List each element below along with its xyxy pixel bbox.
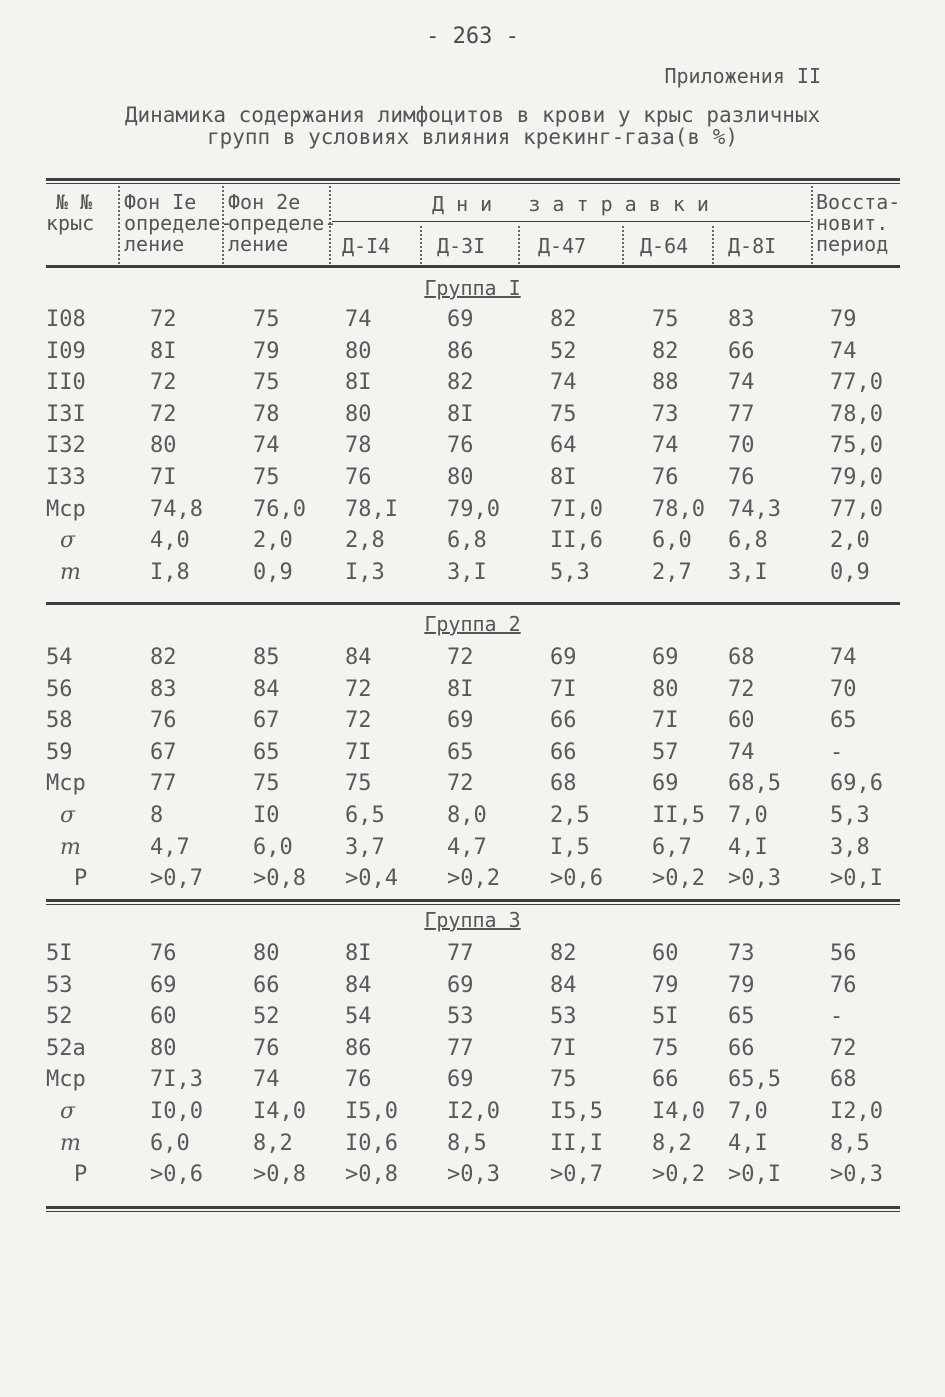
row-label: I08 — [46, 307, 86, 332]
table-cell: 6,8 — [728, 528, 768, 554]
table-cell: 79,0 — [830, 465, 883, 490]
table-cell: >0,7 — [150, 866, 203, 892]
table-cell: 6,0 — [253, 834, 293, 860]
table-cell: 78 — [345, 433, 372, 459]
header-day-64: Д-64 — [640, 234, 689, 258]
table-cell: 5,3 — [830, 803, 870, 828]
table-cell: 69 — [447, 307, 474, 332]
table-cell: 85 — [253, 645, 280, 670]
group-divider — [46, 899, 900, 902]
table-cell: 72 — [345, 708, 372, 734]
table-cell: 66 — [253, 972, 280, 998]
header-sep — [622, 226, 624, 264]
table-cell: 66 — [550, 708, 577, 734]
table-cell: 79 — [830, 307, 857, 332]
page-number: - 263 - — [426, 24, 519, 49]
table-cell: 65 — [830, 708, 857, 734]
table-cell: 53 — [447, 1004, 474, 1030]
table-cell: 7I — [550, 1035, 577, 1061]
table-cell: 86 — [447, 338, 474, 364]
table-cell: 74 — [345, 307, 372, 332]
table-cell: 6,0 — [652, 528, 692, 554]
table-cell: I,3 — [345, 559, 385, 585]
table-cell: 76 — [728, 465, 755, 490]
table-cell: 70 — [728, 433, 755, 459]
table-cell: 75 — [550, 1067, 577, 1093]
table-cell: 2,0 — [830, 528, 870, 554]
table-cell: 76 — [345, 465, 372, 490]
table-cell: 80 — [345, 401, 372, 427]
table-cell: 72 — [447, 771, 474, 797]
table-cell: 79,0 — [447, 496, 500, 522]
table-cell: 74,3 — [728, 496, 781, 522]
table-cell: 8,2 — [253, 1130, 293, 1156]
header-text: новит. — [816, 211, 889, 235]
table-cell: >0,I — [728, 1162, 781, 1188]
table-cell: II,5 — [652, 803, 705, 828]
group-divider — [46, 904, 900, 905]
table-row — [0, 494, 945, 526]
table-cell: 75 — [652, 307, 679, 332]
table-cell: 80 — [447, 465, 474, 490]
table-bottom-rule — [46, 1206, 900, 1209]
table-cell: 73 — [652, 401, 679, 427]
table-cell: >0,7 — [550, 1162, 603, 1188]
table-cell: 82 — [550, 307, 577, 332]
table-row — [0, 938, 945, 970]
table-cell: 74 — [652, 433, 679, 459]
table-cell: - — [830, 739, 844, 765]
header-text: крыс — [46, 211, 95, 235]
header-text: ление — [124, 232, 185, 256]
table-cell: 5I — [652, 1004, 679, 1030]
table-cell: 75,0 — [830, 433, 883, 459]
group-title-text: Группа 3 — [424, 908, 521, 932]
row-label: 58 — [46, 708, 73, 734]
group-title-text: Группа I — [424, 276, 521, 300]
table-row — [0, 737, 945, 769]
table-cell: 72 — [830, 1035, 857, 1061]
row-label: m — [60, 834, 81, 860]
row-label: 54 — [46, 645, 73, 670]
table-cell: 7I — [652, 708, 679, 734]
table-cell: 88 — [652, 370, 679, 396]
row-label: P — [74, 866, 88, 892]
title-line-2: групп в условиях влияния крекинг-газа(в %) — [206, 125, 738, 149]
table-cell: 7,0 — [728, 1099, 768, 1124]
table-cell: 75 — [652, 1035, 679, 1061]
table-cell: 69 — [447, 972, 474, 998]
table-cell: 3,I — [728, 559, 768, 585]
days-underline — [332, 221, 810, 222]
table-cell: >0,4 — [345, 866, 398, 892]
header-sep — [518, 226, 520, 264]
table-row — [0, 705, 945, 737]
table-cell: 4,7 — [447, 834, 487, 860]
header-text: период — [816, 232, 889, 256]
table-cell: 7I — [550, 676, 577, 702]
table-cell: 8,0 — [447, 803, 487, 828]
table-cell: I0,0 — [150, 1099, 203, 1124]
table-cell: 77 — [150, 771, 177, 797]
table-cell: I5,5 — [550, 1099, 603, 1124]
table-cell: 53 — [550, 1004, 577, 1030]
table-cell: 4,I — [728, 834, 768, 860]
header-day-81: Д-8I — [728, 234, 777, 258]
header-text: Восста- — [816, 190, 901, 214]
table-cell: 3,I — [447, 559, 487, 585]
table-cell: 68 — [728, 645, 755, 670]
table-cell: 75 — [345, 771, 372, 797]
table-cell: >0,8 — [253, 866, 306, 892]
table-cell: 7I,0 — [550, 496, 603, 522]
row-label: σ — [60, 803, 76, 828]
table-row — [0, 336, 945, 368]
table-cell: I4,0 — [253, 1099, 306, 1124]
table-cell: 7I — [345, 739, 372, 765]
table-cell: I4,0 — [652, 1099, 705, 1124]
table-cell: 69 — [150, 972, 177, 998]
table-cell: 56 — [830, 941, 857, 966]
table-cell: 64 — [550, 433, 577, 459]
table-row — [0, 642, 945, 674]
table-bottom-rule-2 — [46, 1211, 900, 1212]
table-cell: I2,0 — [830, 1099, 883, 1124]
table-row — [0, 399, 945, 431]
table-cell: 77 — [447, 1035, 474, 1061]
table-cell: 73 — [728, 941, 755, 966]
table-cell: 8 — [150, 803, 164, 828]
table-cell: 75 — [253, 370, 280, 396]
row-label: m — [60, 559, 81, 585]
table-cell: II,I — [550, 1130, 603, 1156]
table-cell: 78,I — [345, 496, 398, 522]
table-row — [0, 768, 945, 800]
title-line-1: Динамика содержания лимфоцитов в крови у крыс различных — [124, 103, 821, 127]
table-cell: >0,3 — [728, 866, 781, 892]
table-row — [0, 1096, 945, 1128]
table-row — [0, 674, 945, 706]
header-background-2 — [228, 192, 336, 255]
table-cell: 74 — [253, 433, 280, 459]
table-row — [0, 970, 945, 1002]
table-cell: 4,0 — [150, 528, 190, 554]
table-cell: >0,2 — [447, 866, 500, 892]
table-cell: 80 — [652, 676, 679, 702]
row-label: 59 — [46, 739, 73, 765]
header-sep — [118, 186, 120, 264]
table-cell: 8I — [150, 338, 177, 364]
table-cell: 78 — [253, 401, 280, 427]
table-cell: 84 — [345, 972, 372, 998]
table-cell: 77 — [447, 941, 474, 966]
table-cell: 8,5 — [447, 1130, 487, 1156]
table-cell: 2,7 — [652, 559, 692, 585]
table-row — [0, 832, 945, 864]
group-divider — [46, 602, 900, 605]
table-cell: 78,0 — [830, 401, 883, 427]
row-label: II0 — [46, 370, 86, 396]
row-label: Мср — [46, 1067, 86, 1093]
table-cell: I0,6 — [345, 1130, 398, 1156]
table-cell: 66 — [550, 739, 577, 765]
table-cell: >0,3 — [830, 1162, 883, 1188]
table-cell: 8I — [447, 401, 474, 427]
table-cell: 69,6 — [830, 771, 883, 797]
table-cell: 76 — [652, 465, 679, 490]
table-cell: 65,5 — [728, 1067, 781, 1093]
table-cell: 80 — [253, 941, 280, 966]
table-cell: 4,7 — [150, 834, 190, 860]
table-cell: 84 — [253, 676, 280, 702]
table-cell: 57 — [652, 739, 679, 765]
table-cell: 77,0 — [830, 496, 883, 522]
table-cell: 70 — [830, 676, 857, 702]
table-cell: 84 — [550, 972, 577, 998]
header-sep — [712, 226, 714, 264]
table-cell: 74 — [728, 370, 755, 396]
header-background-1 — [124, 192, 232, 255]
table-cell: 60 — [652, 941, 679, 966]
header-top-rule — [46, 178, 900, 181]
table-cell: 82 — [652, 338, 679, 364]
table-cell: 6,7 — [652, 834, 692, 860]
table-cell: 52 — [253, 1004, 280, 1030]
table-cell: 74 — [830, 338, 857, 364]
table-title — [0, 104, 945, 148]
table-cell: 74 — [253, 1067, 280, 1093]
table-row — [0, 525, 945, 557]
table-cell: 69 — [550, 645, 577, 670]
table-cell: I5,0 — [345, 1099, 398, 1124]
table-cell: >0,8 — [345, 1162, 398, 1188]
table-cell: 60 — [150, 1004, 177, 1030]
row-label: 52 — [46, 1004, 73, 1030]
table-cell: 8,2 — [652, 1130, 692, 1156]
row-label: 5I — [46, 941, 73, 966]
table-cell: 75 — [253, 465, 280, 490]
row-label: 52а — [46, 1035, 86, 1061]
table-cell: 74 — [830, 645, 857, 670]
row-label: Мср — [46, 496, 86, 522]
table-cell: 6,5 — [345, 803, 385, 828]
table-cell: 0,9 — [830, 559, 870, 585]
table-row — [0, 430, 945, 462]
table-cell: 76 — [345, 1067, 372, 1093]
table-cell: 72 — [150, 370, 177, 396]
table-cell: 79 — [728, 972, 755, 998]
table-cell: 72 — [447, 645, 474, 670]
table-cell: 77 — [728, 401, 755, 427]
table-cell: 75 — [253, 307, 280, 332]
table-row — [0, 304, 945, 336]
table-cell: >0,3 — [447, 1162, 500, 1188]
table-cell: 69 — [447, 1067, 474, 1093]
header-text: определе- — [124, 211, 233, 235]
table-cell: I,5 — [550, 834, 590, 860]
table-cell: 78,0 — [652, 496, 705, 522]
table-cell: I2,0 — [447, 1099, 500, 1124]
table-cell: >0,2 — [652, 1162, 705, 1188]
row-label: I09 — [46, 338, 86, 364]
table-cell: 7,0 — [728, 803, 768, 828]
table-cell: 8I — [345, 941, 372, 966]
row-label: I33 — [46, 465, 86, 490]
group-title-text: Группа 2 — [424, 612, 521, 636]
table-cell: 80 — [345, 338, 372, 364]
table-cell: 75 — [550, 401, 577, 427]
table-cell: 6,8 — [447, 528, 487, 554]
header-exposure-days: Д н и з а т р а в к и — [432, 192, 709, 216]
table-cell: 65 — [447, 739, 474, 765]
table-cell: I,8 — [150, 559, 190, 585]
header-text: определе- — [228, 211, 337, 235]
table-cell: 69 — [652, 645, 679, 670]
table-cell: 75 — [253, 771, 280, 797]
table-cell: II,6 — [550, 528, 603, 554]
row-label: 56 — [46, 676, 73, 702]
table-cell: 86 — [345, 1035, 372, 1061]
header-day-31: Д-3I — [437, 234, 486, 258]
table-cell: 72 — [150, 307, 177, 332]
table-cell: 68 — [550, 771, 577, 797]
table-cell: 79 — [253, 338, 280, 364]
table-cell: 65 — [728, 1004, 755, 1030]
group-title — [0, 276, 945, 300]
table-row — [0, 462, 945, 494]
header-recovery-period — [816, 192, 900, 255]
table-cell: 74 — [728, 739, 755, 765]
table-cell: 76 — [253, 1035, 280, 1061]
table-row — [0, 863, 945, 895]
row-label: I32 — [46, 433, 86, 459]
table-row — [0, 367, 945, 399]
table-cell: 72 — [150, 401, 177, 427]
row-label: I3I — [46, 401, 86, 427]
table-cell: 74 — [550, 370, 577, 396]
table-cell: 66 — [728, 338, 755, 364]
table-row — [0, 1128, 945, 1160]
table-cell: 8I — [447, 676, 474, 702]
table-row — [0, 800, 945, 832]
table-cell: 8I — [345, 370, 372, 396]
header-text: Фон Iе — [124, 190, 197, 214]
table-cell: >0,2 — [652, 866, 705, 892]
header-sep — [811, 186, 813, 264]
table-cell: 76,0 — [253, 496, 306, 522]
header-day-47: Д-47 — [538, 234, 587, 258]
header-bottom-rule — [46, 265, 900, 268]
row-label: 53 — [46, 972, 73, 998]
table-row — [0, 1159, 945, 1191]
table-cell: 68 — [830, 1067, 857, 1093]
table-cell: 76 — [447, 433, 474, 459]
appendix-label: Приложения II — [664, 64, 821, 88]
table-cell: 69 — [447, 708, 474, 734]
table-cell: 60 — [728, 708, 755, 734]
table-row — [0, 557, 945, 589]
table-cell: 76 — [150, 708, 177, 734]
header-top-rule-2 — [46, 183, 900, 184]
table-cell: 66 — [652, 1067, 679, 1093]
table-cell: 54 — [345, 1004, 372, 1030]
table-cell: 2,8 — [345, 528, 385, 554]
table-row — [0, 1064, 945, 1096]
table-cell: 77,0 — [830, 370, 883, 396]
row-label: Мср — [46, 771, 86, 797]
table-cell: - — [830, 1004, 844, 1030]
table-cell: 82 — [447, 370, 474, 396]
header-text: Фон 2е — [228, 190, 301, 214]
table-cell: 83 — [150, 676, 177, 702]
table-row — [0, 1001, 945, 1033]
table-cell: 80 — [150, 1035, 177, 1061]
table-cell: 67 — [253, 708, 280, 734]
table-cell: 8I — [550, 465, 577, 490]
table-row — [0, 1033, 945, 1065]
table-cell: 2,0 — [253, 528, 293, 554]
table-cell: 69 — [652, 771, 679, 797]
table-cell: 3,7 — [345, 834, 385, 860]
table-cell: 4,I — [728, 1130, 768, 1156]
group-title — [0, 612, 945, 636]
table-cell: 76 — [830, 972, 857, 998]
header-text: № № — [56, 190, 93, 214]
row-label: σ — [60, 1099, 76, 1124]
table-cell: 5,3 — [550, 559, 590, 585]
table-cell: 72 — [345, 676, 372, 702]
table-cell: 52 — [550, 338, 577, 364]
table-cell: 82 — [150, 645, 177, 670]
table-cell: 83 — [728, 307, 755, 332]
table-cell: >0,8 — [253, 1162, 306, 1188]
table-cell: 2,5 — [550, 803, 590, 828]
table-cell: >0,I — [830, 866, 883, 892]
table-cell: 72 — [728, 676, 755, 702]
table-cell: 80 — [150, 433, 177, 459]
table-cell: 8,5 — [830, 1130, 870, 1156]
table-cell: 7I,3 — [150, 1067, 203, 1093]
table-cell: I0 — [253, 803, 280, 828]
table-cell: 67 — [150, 739, 177, 765]
table-cell: 6,0 — [150, 1130, 190, 1156]
header-day-14: Д-I4 — [342, 234, 391, 258]
header-rat-number — [46, 192, 94, 234]
row-label: σ — [60, 528, 76, 554]
table-cell: 65 — [253, 739, 280, 765]
header-sep — [420, 226, 422, 264]
table-cell: 79 — [652, 972, 679, 998]
table-cell: 76 — [150, 941, 177, 966]
table-cell: 3,8 — [830, 834, 870, 860]
table-cell: >0,6 — [550, 866, 603, 892]
table-cell: 84 — [345, 645, 372, 670]
table-cell: 7I — [150, 465, 177, 490]
table-cell: 0,9 — [253, 559, 293, 585]
row-label: P — [74, 1162, 88, 1188]
header-text: ление — [228, 232, 289, 256]
table-cell: 68,5 — [728, 771, 781, 797]
table-cell: 66 — [728, 1035, 755, 1061]
table-cell: 74,8 — [150, 496, 203, 522]
table-cell: 82 — [550, 941, 577, 966]
group-title — [0, 908, 945, 932]
table-cell: >0,6 — [150, 1162, 203, 1188]
row-label: m — [60, 1130, 81, 1156]
